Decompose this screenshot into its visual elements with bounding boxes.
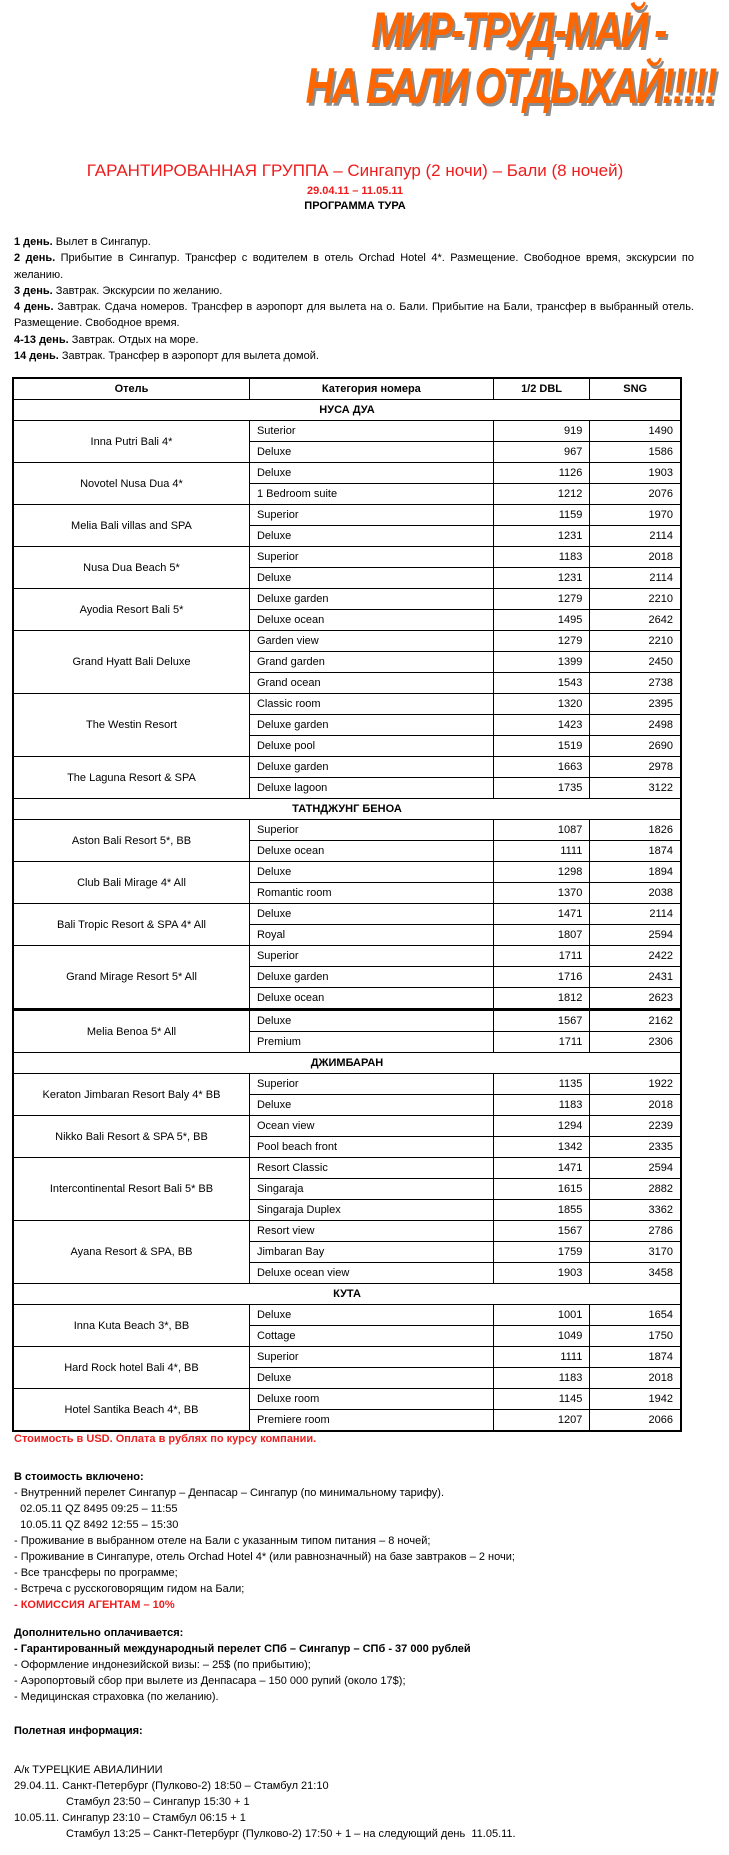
included-item: - Встреча с русскоговорящим гидом на Бали;	[14, 1583, 245, 1595]
room-category: Deluxe garden	[249, 967, 493, 988]
table-row	[13, 421, 681, 442]
price-sng: 2162	[590, 1010, 681, 1032]
table-row	[13, 1221, 681, 1242]
price-sng: 3170	[590, 1242, 681, 1263]
price-sng: 2335	[590, 1137, 681, 1158]
table-row	[13, 463, 681, 484]
price-half-dbl: 967	[493, 442, 590, 463]
region-name: ТАТНДЖУНГ БЕНОА	[13, 799, 681, 820]
table-row	[13, 1305, 681, 1326]
price-sng: 1874	[590, 1347, 681, 1368]
room-category: Romantic room	[249, 883, 493, 904]
region-row	[13, 1053, 681, 1074]
room-category: Deluxe	[249, 442, 493, 463]
table-row	[13, 1158, 681, 1179]
price-half-dbl: 1111	[493, 841, 590, 862]
price-sng: 1586	[590, 442, 681, 463]
room-category: Deluxe garden	[249, 715, 493, 736]
room-category: Premiere room	[249, 1410, 493, 1432]
itinerary-day	[14, 348, 694, 364]
extra-item: - Аэропортовый сбор при вылете из Денпасара – 150 000 рупий (около 17$);	[14, 1675, 406, 1687]
price-half-dbl: 1159	[493, 505, 590, 526]
room-category: Jimbaran Bay	[249, 1242, 493, 1263]
price-half-dbl: 1212	[493, 484, 590, 505]
price-sng: 2018	[590, 1095, 681, 1116]
price-half-dbl: 1145	[493, 1389, 590, 1410]
room-category: Singaraja Duplex	[249, 1200, 493, 1221]
room-category: Deluxe	[249, 1010, 493, 1032]
tour-title: ГАРАНТИРОВАННАЯ ГРУППА – Сингапур (2 ночи) – Бали (8 ночей)	[86, 161, 624, 180]
price-sng: 2306	[590, 1032, 681, 1053]
price-half-dbl: 1495	[493, 610, 590, 631]
day-text: Завтрак. Сдача номеров. Трансфер в аэропорт для вылета на о. Бали. Прибытие на Бали, трансфер в выбранный отель. Размещение. Свободное время.	[14, 301, 694, 330]
airline: А/к ТУРЕЦКИЕ АВИАЛИНИИ	[14, 1764, 163, 1776]
room-category: Deluxe	[249, 1095, 493, 1116]
col-half-dbl: 1/2 DBL	[493, 378, 590, 400]
price-half-dbl: 1399	[493, 652, 590, 673]
price-sng: 2066	[590, 1410, 681, 1432]
room-category: Pool beach front	[249, 1137, 493, 1158]
hotel-name: The Westin Resort	[13, 694, 249, 757]
room-category: Deluxe pool	[249, 736, 493, 757]
room-category: Grand garden	[249, 652, 493, 673]
room-category: Deluxe	[249, 463, 493, 484]
commission-note: - КОМИССИЯ АГЕНТАМ – 10%	[14, 1599, 175, 1611]
price-half-dbl: 1320	[493, 694, 590, 715]
hotel-name: Keraton Jimbaran Resort Baly 4* BB	[13, 1074, 249, 1116]
hotel-name: Bali Tropic Resort & SPA 4* All	[13, 904, 249, 946]
table-row	[13, 1116, 681, 1137]
price-half-dbl: 1567	[493, 1221, 590, 1242]
price-sng: 2114	[590, 568, 681, 589]
room-category: Superior	[249, 820, 493, 841]
day-text: Вылет в Сингапур.	[52, 236, 151, 248]
room-category: Premium	[249, 1032, 493, 1053]
price-sng: 2422	[590, 946, 681, 967]
banner-line-2: НА БАЛИ ОТДЫХАЙ!!!!!	[305, 58, 715, 114]
price-half-dbl: 1294	[493, 1116, 590, 1137]
flight-line: 10.05.11. Сингапур 23:10 – Стамбул 06:15 + 1	[14, 1812, 246, 1824]
room-category: Deluxe	[249, 568, 493, 589]
table-row	[13, 1389, 681, 1410]
price-sng: 1922	[590, 1074, 681, 1095]
price-sng: 2431	[590, 967, 681, 988]
table-row	[13, 862, 681, 883]
room-category: Deluxe lagoon	[249, 778, 493, 799]
room-category: Deluxe garden	[249, 757, 493, 778]
room-category: Suterior	[249, 421, 493, 442]
room-category: Deluxe	[249, 1368, 493, 1389]
room-category: Resort Classic	[249, 1158, 493, 1179]
hotel-name: Ayodia Resort Bali 5*	[13, 589, 249, 631]
itinerary-day	[14, 332, 694, 348]
price-half-dbl: 1298	[493, 862, 590, 883]
itinerary-day	[14, 283, 694, 299]
day-label: 1 день.	[14, 236, 53, 248]
flight-line: Стамбул 13:25 – Санкт-Петербург (Пулково-2) 17:50 + 1 – на следующий день 11.05.11.	[14, 1828, 516, 1840]
itinerary-day	[14, 234, 694, 250]
extra-item: - Медицинская страховка (по желанию).	[14, 1691, 219, 1703]
included-item: - Проживание в выбранном отеле на Бали с указанным типом питания – 8 ночей;	[14, 1535, 431, 1547]
promo-banner	[305, 2, 715, 114]
col-category: Категория номера	[249, 378, 493, 400]
price-sng: 1874	[590, 841, 681, 862]
hotel-name: Nusa Dua Beach 5*	[13, 547, 249, 589]
price-half-dbl: 1759	[493, 1242, 590, 1263]
price-sng: 2395	[590, 694, 681, 715]
region-row	[13, 799, 681, 820]
price-half-dbl: 1543	[493, 673, 590, 694]
hotel-name: Melia Bali villas and SPA	[13, 505, 249, 547]
room-category: Superior	[249, 1074, 493, 1095]
price-half-dbl: 1471	[493, 1158, 590, 1179]
room-category: Superior	[249, 547, 493, 568]
room-category: Superior	[249, 505, 493, 526]
table-row	[13, 547, 681, 568]
included-item: 10.05.11 QZ 8492 12:55 – 15:30	[14, 1519, 179, 1531]
hotel-name: Novotel Nusa Dua 4*	[13, 463, 249, 505]
day-label: 4 день.	[14, 301, 54, 314]
day-text: Завтрак. Трансфер в аэропорт для вылета домой.	[58, 350, 319, 363]
room-category: Royal	[249, 925, 493, 946]
hotel-name: Intercontinental Resort Bali 5* BB	[13, 1158, 249, 1221]
table-header-row	[13, 378, 681, 400]
price-half-dbl: 1135	[493, 1074, 590, 1095]
flight-info-title: Полетная информация:	[14, 1725, 143, 1737]
table-body	[13, 400, 681, 1432]
flight-line: 29.04.11. Санкт-Петербург (Пулково-2) 18:50 – Стамбул 21:10	[14, 1780, 329, 1792]
price-sng: 2018	[590, 547, 681, 568]
table-row	[13, 694, 681, 715]
table-row	[13, 1074, 681, 1095]
room-category: Resort view	[249, 1221, 493, 1242]
price-sng: 1903	[590, 463, 681, 484]
included-item: - Внутренний перелет Сингапур – Денпасар – Сингапур (по минимальному тарифу).	[14, 1487, 445, 1499]
hotel-name: Inna Putri Bali 4*	[13, 421, 249, 463]
price-half-dbl: 1342	[493, 1137, 590, 1158]
price-half-dbl: 1519	[493, 736, 590, 757]
room-category: Deluxe ocean	[249, 841, 493, 862]
price-sng: 3362	[590, 1200, 681, 1221]
banner-line-1: МИР-ТРУД-МАЙ -	[371, 2, 665, 58]
price-sng: 2210	[590, 631, 681, 652]
room-category: Deluxe	[249, 1305, 493, 1326]
extra-title: Дополнительно оплачивается:	[14, 1627, 184, 1639]
price-half-dbl: 1183	[493, 1095, 590, 1116]
price-sng: 2018	[590, 1368, 681, 1389]
included-item: 02.05.11 QZ 8495 09:25 – 11:55	[14, 1503, 178, 1515]
room-category: Deluxe	[249, 526, 493, 547]
table-row	[13, 589, 681, 610]
extra-flight: - Гарантированный международный перелет СПб – Сингапур – СПб - 37 000 рублей	[14, 1643, 471, 1655]
price-sng: 2978	[590, 757, 681, 778]
region-name: НУСА ДУА	[13, 400, 681, 421]
table-row	[13, 946, 681, 967]
extra-item: - Оформление индонезийской визы: – 25$ (по прибытию);	[14, 1659, 311, 1671]
price-sng: 1970	[590, 505, 681, 526]
price-half-dbl: 1807	[493, 925, 590, 946]
room-category: Singaraja	[249, 1179, 493, 1200]
price-half-dbl: 1231	[493, 526, 590, 547]
room-category: Superior	[249, 1347, 493, 1368]
price-half-dbl: 1615	[493, 1179, 590, 1200]
room-category: Deluxe ocean view	[249, 1263, 493, 1284]
included-title: В стоимость включено:	[14, 1471, 144, 1483]
hotel-name: Ayana Resort & SPA, BB	[13, 1221, 249, 1284]
day-label: 14 день.	[14, 350, 59, 363]
room-category: Grand ocean	[249, 673, 493, 694]
room-category: Deluxe	[249, 904, 493, 925]
table-row	[13, 505, 681, 526]
price-sng: 1490	[590, 421, 681, 442]
table-row	[13, 1347, 681, 1368]
col-hotel: Отель	[13, 378, 249, 400]
hotel-name: Grand Hyatt Bali Deluxe	[13, 631, 249, 694]
hotel-name: The Laguna Resort & SPA	[13, 757, 249, 799]
hotel-name: Grand Mirage Resort 5* All	[13, 946, 249, 1010]
price-sng: 2594	[590, 925, 681, 946]
price-half-dbl: 1663	[493, 757, 590, 778]
price-sng: 2076	[590, 484, 681, 505]
price-half-dbl: 1423	[493, 715, 590, 736]
price-half-dbl: 1087	[493, 820, 590, 841]
price-sng: 1826	[590, 820, 681, 841]
table-row	[13, 757, 681, 778]
price-sng: 2882	[590, 1179, 681, 1200]
tour-dates: 29.04.11 – 11.05.11	[306, 185, 404, 197]
price-half-dbl: 1735	[493, 778, 590, 799]
hotel-name: Hotel Santika Beach 4*, BB	[13, 1389, 249, 1432]
price-sng: 2239	[590, 1116, 681, 1137]
price-sng: 1894	[590, 862, 681, 883]
room-category: Garden view	[249, 631, 493, 652]
hotel-name: Melia Benoa 5* All	[13, 1010, 249, 1053]
price-half-dbl: 1370	[493, 883, 590, 904]
table-row	[13, 1010, 681, 1032]
price-half-dbl: 1471	[493, 904, 590, 925]
price-sng: 2623	[590, 988, 681, 1010]
hotel-name: Club Bali Mirage 4* All	[13, 862, 249, 904]
price-half-dbl: 1231	[493, 568, 590, 589]
price-table	[12, 377, 682, 1432]
itinerary-day	[14, 299, 694, 332]
price-half-dbl: 1126	[493, 463, 590, 484]
price-half-dbl: 1049	[493, 1326, 590, 1347]
included-item: - Все трансферы по программе;	[14, 1567, 178, 1579]
price-sng: 3122	[590, 778, 681, 799]
price-sng: 2498	[590, 715, 681, 736]
room-category: Deluxe ocean	[249, 610, 493, 631]
region-name: КУТА	[13, 1284, 681, 1305]
flight-info-section	[14, 1723, 516, 1842]
price-half-dbl: 1855	[493, 1200, 590, 1221]
price-sng: 2450	[590, 652, 681, 673]
price-half-dbl: 1711	[493, 1032, 590, 1053]
price-sng: 3458	[590, 1263, 681, 1284]
hotel-name: Hard Rock hotel Bali 4*, BB	[13, 1347, 249, 1389]
price-half-dbl: 1183	[493, 1368, 590, 1389]
included-section	[14, 1469, 515, 1613]
spacer	[14, 1739, 516, 1755]
price-sng: 2690	[590, 736, 681, 757]
price-sng: 1654	[590, 1305, 681, 1326]
price-half-dbl: 1812	[493, 988, 590, 1010]
room-category: Deluxe garden	[249, 589, 493, 610]
price-half-dbl: 1111	[493, 1347, 590, 1368]
itinerary	[14, 234, 694, 364]
price-half-dbl: 1903	[493, 1263, 590, 1284]
region-row	[13, 1284, 681, 1305]
room-category: Cottage	[249, 1326, 493, 1347]
price-sng: 2738	[590, 673, 681, 694]
room-category: Classic room	[249, 694, 493, 715]
price-sng: 2114	[590, 526, 681, 547]
price-half-dbl: 1279	[493, 631, 590, 652]
price-half-dbl: 1183	[493, 547, 590, 568]
table-row	[13, 820, 681, 841]
hotel-name: Aston Bali Resort 5*, BB	[13, 820, 249, 862]
day-text: Завтрак. Экскурсии по желанию.	[52, 284, 223, 297]
price-sng: 1750	[590, 1326, 681, 1347]
day-label: 4-13 день.	[14, 333, 69, 346]
program-heading: ПРОГРАММА ТУРА	[304, 200, 406, 212]
extra-section	[14, 1625, 471, 1705]
itinerary-day	[14, 250, 694, 283]
price-sng: 2038	[590, 883, 681, 904]
price-half-dbl: 1279	[493, 589, 590, 610]
day-text: Завтрак. Отдых на море.	[68, 333, 199, 346]
price-half-dbl: 1567	[493, 1010, 590, 1032]
day-label: 2 день.	[14, 252, 56, 265]
price-half-dbl: 919	[493, 421, 590, 442]
table-row	[13, 631, 681, 652]
hotel-name: Inna Kuta Beach 3*, BB	[13, 1305, 249, 1347]
hotel-name: Nikko Bali Resort & SPA 5*, BB	[13, 1116, 249, 1158]
price-sng: 2786	[590, 1221, 681, 1242]
included-item: - Проживание в Сингапуре, отель Orchad Hotel 4* (или равнозначный) на базе завтраков – 2 ночи;	[14, 1551, 515, 1563]
price-sng: 2114	[590, 904, 681, 925]
room-category: Superior	[249, 946, 493, 967]
price-half-dbl: 1711	[493, 946, 590, 967]
day-label: 3 день.	[14, 284, 53, 297]
room-category: Ocean view	[249, 1116, 493, 1137]
flight-line: Стамбул 23:50 – Сингапур 15:30 + 1	[14, 1796, 250, 1808]
price-half-dbl: 1207	[493, 1410, 590, 1432]
table-row	[13, 904, 681, 925]
price-sng: 1942	[590, 1389, 681, 1410]
price-half-dbl: 1716	[493, 967, 590, 988]
region-row	[13, 400, 681, 421]
col-sng: SNG	[590, 378, 681, 400]
price-sng: 2642	[590, 610, 681, 631]
room-category: 1 Bedroom suite	[249, 484, 493, 505]
day-text: Прибытие в Сингапур. Трансфер с водителем в отель Orchad Hotel 4*. Размещение. Свободное время, экскурсии по желанию.	[14, 252, 694, 281]
price-sng: 2594	[590, 1158, 681, 1179]
price-note: Стоимость в USD. Оплата в рублях по курсу компании.	[14, 1433, 317, 1445]
region-name: ДЖИМБАРАН	[13, 1053, 681, 1074]
room-category: Deluxe ocean	[249, 988, 493, 1010]
price-half-dbl: 1001	[493, 1305, 590, 1326]
room-category: Deluxe	[249, 862, 493, 883]
price-sng: 2210	[590, 589, 681, 610]
room-category: Deluxe room	[249, 1389, 493, 1410]
